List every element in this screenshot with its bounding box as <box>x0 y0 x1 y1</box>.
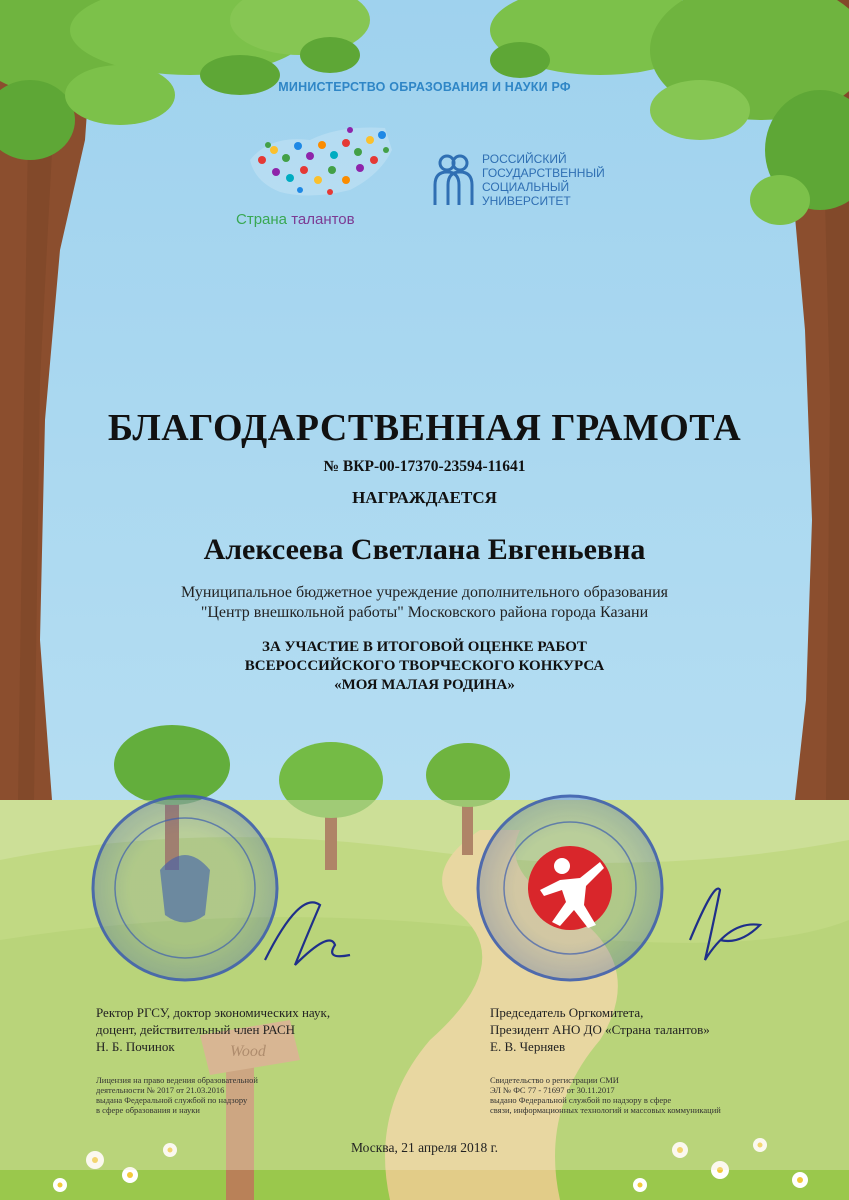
media-registration-info <box>490 1075 721 1115</box>
strana-word: Страна <box>236 211 288 228</box>
license-line: деятельности № 2017 от 21.03.2016 <box>96 1085 225 1095</box>
ministry-seal <box>93 796 277 980</box>
svg-text:Wood: Wood <box>230 1043 266 1060</box>
signatory-line: Н. Б. Починок <box>96 1039 175 1054</box>
place-and-date: Москва, 21 апреля 2018 г. <box>351 1140 498 1155</box>
reason-line: ЗА УЧАСТИЕ В ИТОГОВОЙ ОЦЕНКЕ РАБОТ <box>262 639 587 655</box>
smi-line: Свидетельство о регистрации СМИ <box>490 1075 619 1085</box>
certificate-number: № ВКР-00-17370-23594-11641 <box>323 458 526 475</box>
rgsu-logo-text <box>482 152 632 208</box>
recipient-organization <box>0 583 849 623</box>
rgsu-line: СОЦИАЛЬНЫЙ <box>482 180 570 194</box>
left-signatory <box>96 1004 330 1055</box>
talantov-word: талантов <box>291 211 355 228</box>
signatory-line: Ректор РГСУ, доктор экономических наук, <box>96 1005 331 1020</box>
recipient-name: Алексеева Светлана Евгеньевна <box>203 533 646 566</box>
signatory-line: Е. В. Черняев <box>490 1039 566 1054</box>
signatory-line: Президент АНО ДО «Страна талантов» <box>490 1022 710 1037</box>
rgsu-line: РОССИЙСКИЙ <box>482 152 567 166</box>
right-signatory <box>490 1004 710 1055</box>
signatory-line: доцент, действительный член РАСН <box>96 1022 296 1037</box>
license-line: Лицензия на право ведения образовательной <box>96 1075 258 1085</box>
strana-talantov-caption <box>236 211 355 228</box>
smi-line: выдано Федеральной службой по надзору в сфере <box>490 1095 672 1105</box>
rgsu-line: УНИВЕРСИТЕТ <box>482 194 571 208</box>
smi-line: ЭЛ № ФС 77 - 71697 от 30.11.2017 <box>490 1085 615 1095</box>
reason-line: ВСЕРОССИЙСКОГО ТВОРЧЕСКОГО КОНКУРСА <box>244 658 605 674</box>
license-line: в сфере образования и науки <box>96 1105 200 1115</box>
award-reason <box>0 638 849 695</box>
awarded-label: НАГРАЖДАЕТСЯ <box>352 488 497 507</box>
organization-line: Муниципальное бюджетное учреждение дополнительного образования <box>180 584 668 601</box>
smi-line: связи, информационных технологий и массовых коммуникаций <box>490 1105 721 1115</box>
organization-line: "Центр внешкольной работы" Московского района города Казани <box>200 604 649 621</box>
license-line: выдана Федеральной службой по надзору <box>96 1095 248 1105</box>
strana-talantov-seal <box>478 796 662 980</box>
certificate-title: БЛАГОДАРСТВЕННАЯ ГРАМОТА <box>107 407 742 449</box>
ministry-header: МИНИСТЕРСТВО ОБРАЗОВАНИЯ И НАУКИ РФ <box>278 80 571 94</box>
reason-line: «МОЯ МАЛАЯ РОДИНА» <box>334 677 515 693</box>
license-info <box>96 1075 258 1115</box>
signatory-line: Председатель Оргкомитета, <box>490 1005 644 1020</box>
rgsu-line: ГОСУДАРСТВЕННЫЙ <box>482 166 605 180</box>
